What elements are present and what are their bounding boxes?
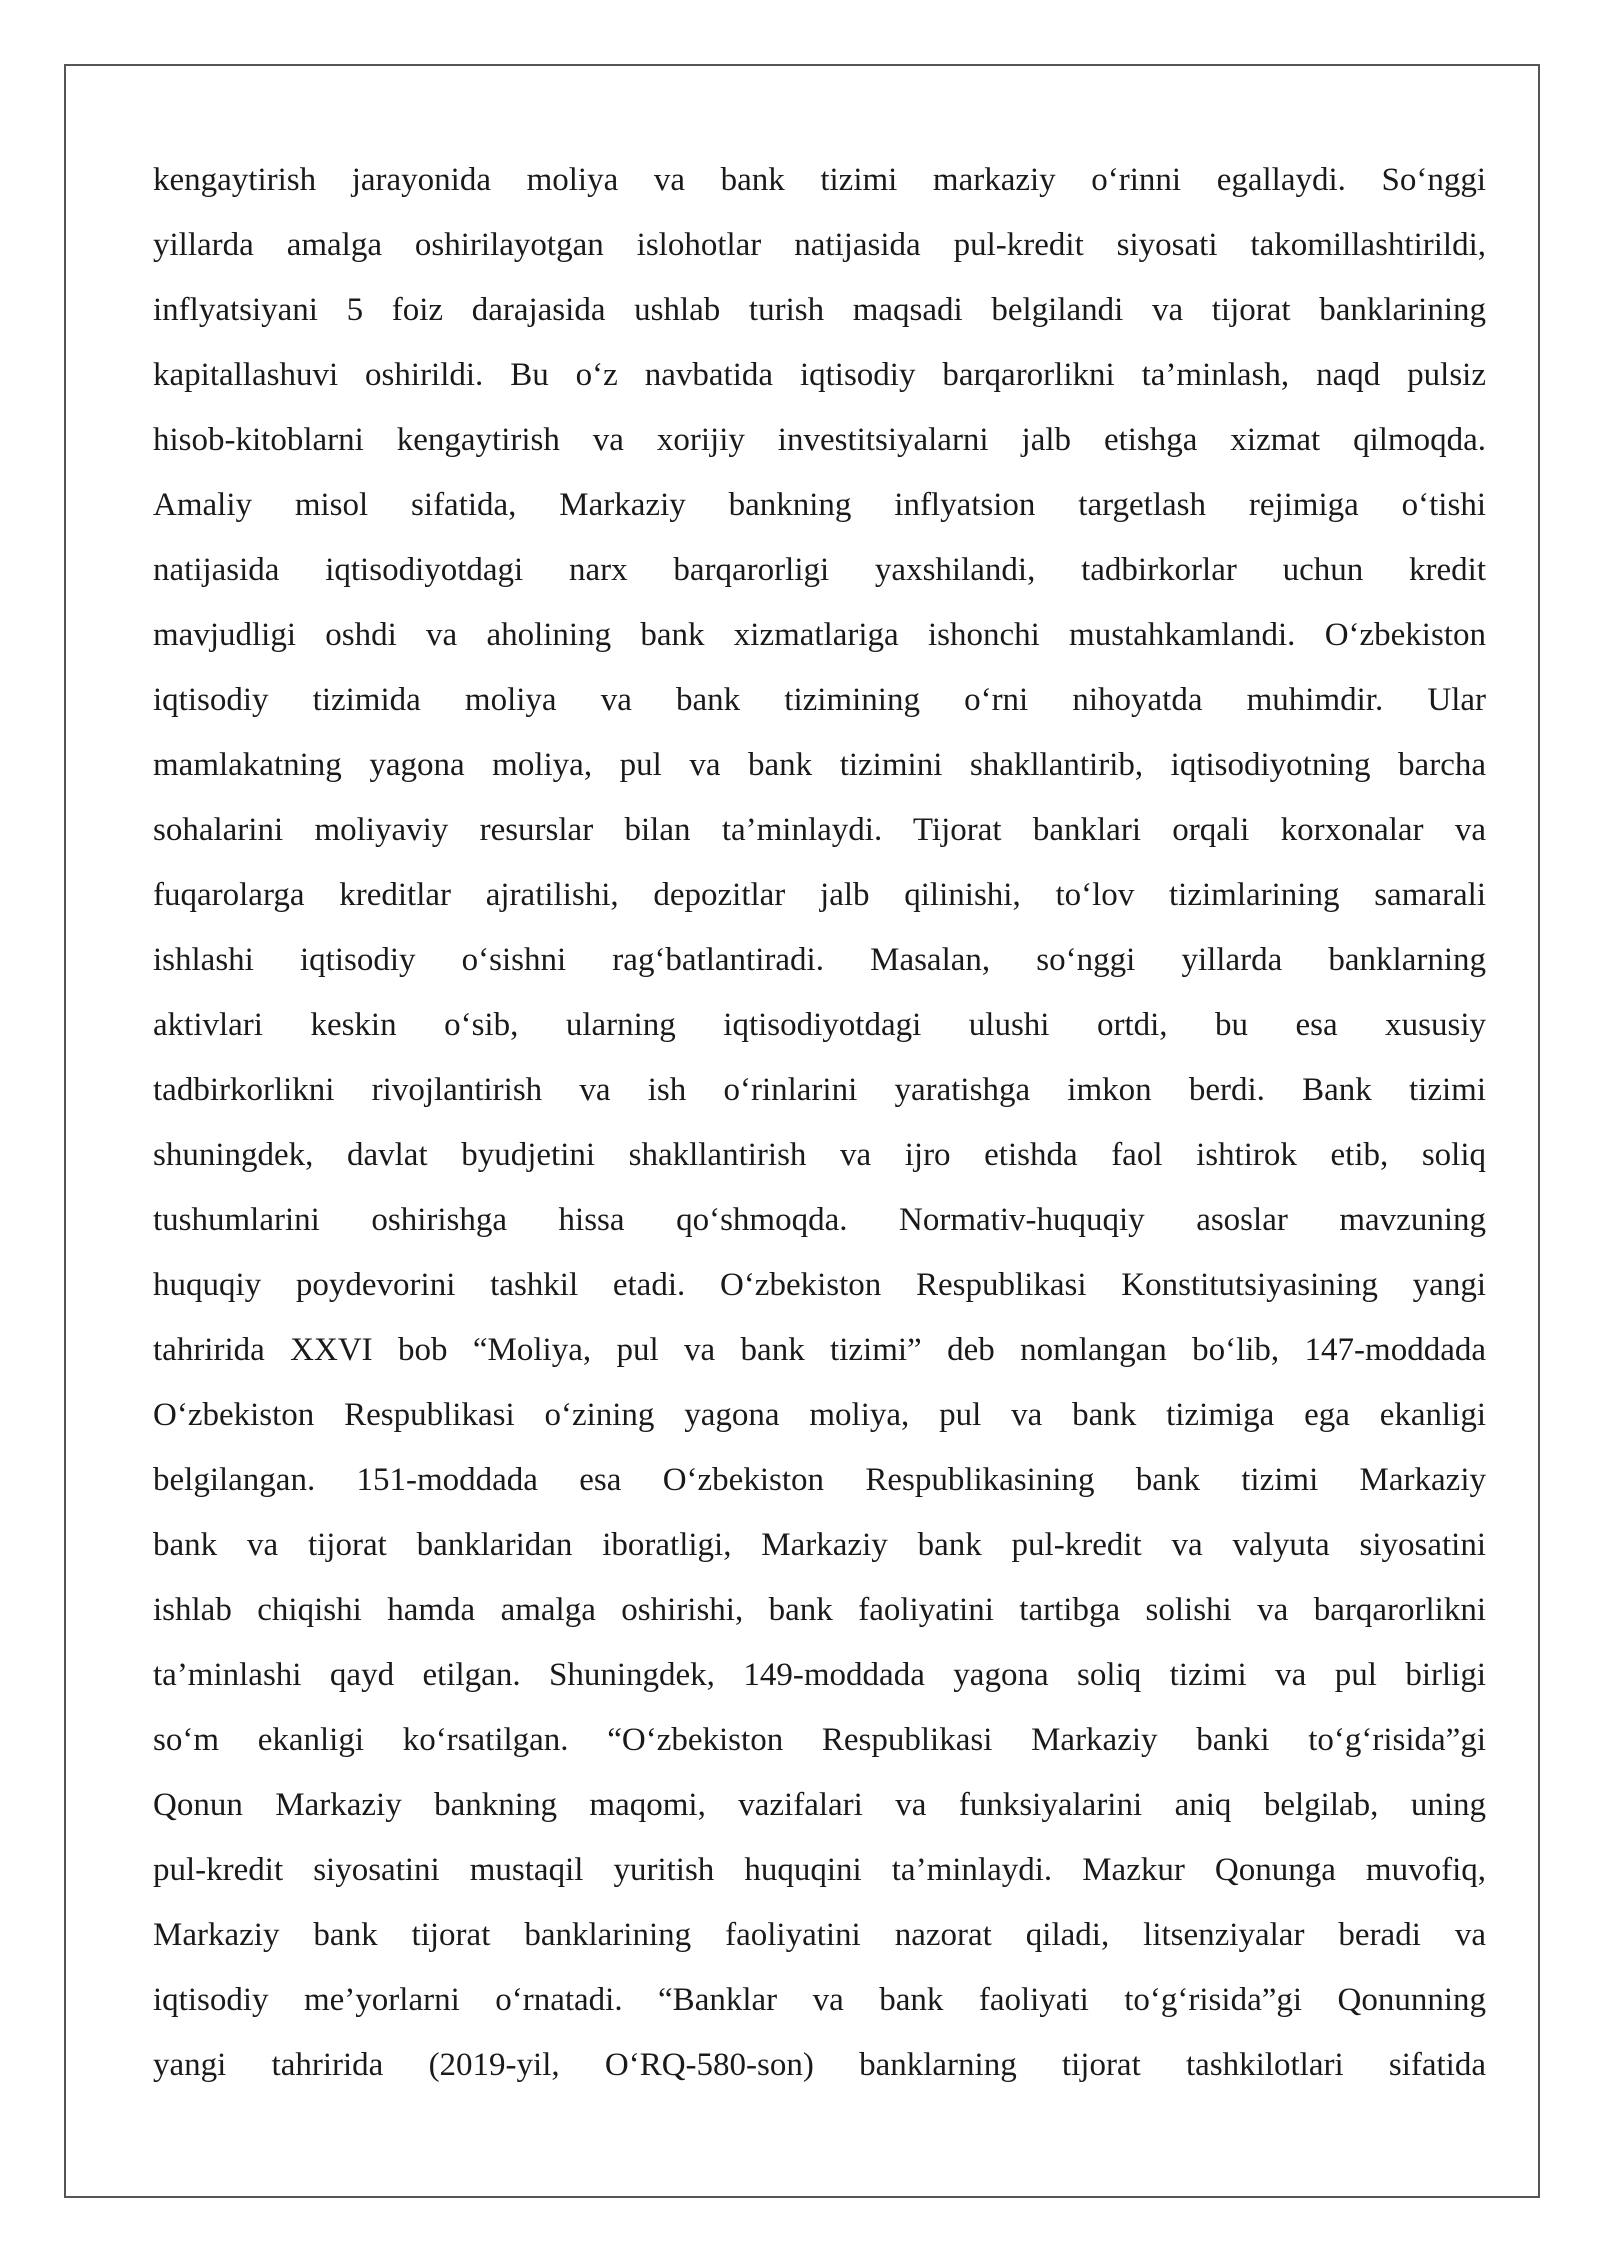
text-line: tahririda XXVI bob “Moliya, pul va bank tizimi” deb nomlangan bo‘lib, 147-moddada bbox=[153, 1332, 1486, 1368]
text-line: iqtisodiy me’yorlarni o‘rnatadi. “Banklar va bank faoliyati to‘g‘risida”gi Qonunning bbox=[153, 1982, 1486, 2018]
text-line: tadbirkorlikni rivojlantirish va ish o‘rinlarini yaratishga imkon berdi. Bank tizimi bbox=[153, 1072, 1486, 1108]
text-line: O‘zbekiston Respublikasi o‘zining yagona moliya, pul va bank tizimiga ega ekanligi bbox=[153, 1397, 1486, 1433]
text-line: iqtisodiy tizimida moliya va bank tizimining o‘rni nihoyatda muhimdir. Ular bbox=[153, 682, 1486, 718]
text-line: ishlashi iqtisodiy o‘sishni rag‘batlantiradi. Masalan, so‘nggi yillarda banklarning bbox=[153, 942, 1486, 978]
text-line: ishlab chiqishi hamda amalga oshirishi, bank faoliyatini tartibga solishi va barqarorlikni bbox=[153, 1592, 1486, 1628]
text-line: bank va tijorat banklaridan iboratligi, Markaziy bank pul-kredit va valyuta siyosatini bbox=[153, 1527, 1486, 1563]
text-line: Markaziy bank tijorat banklarining faoliyatini nazorat qiladi, litsenziyalar beradi va bbox=[153, 1917, 1486, 1953]
text-line: ta’minlashi qayd etilgan. Shuningdek, 149-moddada yagona soliq tizimi va pul birligi bbox=[153, 1657, 1486, 1693]
text-line: huquqiy poydevorini tashkil etadi. O‘zbekiston Respublikasi Konstitutsiyasining yangi bbox=[153, 1267, 1486, 1303]
text-line: mavjudligi oshdi va aholining bank xizmatlariga ishonchi mustahkamlandi. O‘zbekiston bbox=[153, 617, 1486, 653]
body-paragraph bbox=[153, 148, 1486, 2098]
text-line: belgilangan. 151-moddada esa O‘zbekiston Respublikasining bank tizimi Markaziy bbox=[153, 1462, 1486, 1498]
text-line: hisob-kitoblarni kengaytirish va xorijiy investitsiyalarni jalb etishga xizmat qilmoqda. bbox=[153, 422, 1486, 458]
text-line: so‘m ekanligi ko‘rsatilgan. “O‘zbekiston Respublikasi Markaziy banki to‘g‘risida”gi bbox=[153, 1722, 1486, 1758]
text-line: tushumlarini oshirishga hissa qo‘shmoqda. Normativ-huquqiy asoslar mavzuning bbox=[153, 1202, 1486, 1238]
text-line: shuningdek, davlat byudjetini shakllantirish va ijro etishda faol ishtirok etib, soliq bbox=[153, 1137, 1486, 1173]
text-line: kapitallashuvi oshirildi. Bu o‘z navbatida iqtisodiy barqarorlikni ta’minlash, naqd pulsiz bbox=[153, 357, 1486, 393]
text-line: sohalarini moliyaviy resurslar bilan ta’minlaydi. Tijorat banklari orqali korxonalar va bbox=[153, 812, 1486, 848]
text-line: kengaytirish jarayonida moliya va bank tizimi markaziy o‘rinni egallaydi. So‘nggi bbox=[153, 162, 1486, 198]
text-line: aktivlari keskin o‘sib, ularning iqtisodiyotdagi ulushi ortdi, bu esa xususiy bbox=[153, 1007, 1486, 1043]
text-line: Amaliy misol sifatida, Markaziy bankning inflyatsion targetlash rejimiga o‘tishi bbox=[153, 487, 1486, 523]
text-line: natijasida iqtisodiyotdagi narx barqarorligi yaxshilandi, tadbirkorlar uchun kredit bbox=[153, 552, 1486, 588]
text-line: yillarda amalga oshirilayotgan islohotlar natijasida pul-kredit siyosati takomillashtirildi, bbox=[153, 227, 1486, 263]
text-line: inflyatsiyani 5 foiz darajasida ushlab turish maqsadi belgilandi va tijorat banklarining bbox=[153, 292, 1486, 328]
text-line: pul-kredit siyosatini mustaqil yuritish huquqini ta’minlaydi. Mazkur Qonunga muvofiq, bbox=[153, 1852, 1486, 1888]
text-line: mamlakatning yagona moliya, pul va bank tizimini shakllantirib, iqtisodiyotning barcha bbox=[153, 747, 1486, 783]
text-line: yangi tahririda (2019-yil, O‘RQ-580-son) banklarning tijorat tashkilotlari sifatida bbox=[153, 2047, 1486, 2083]
text-line: fuqarolarga kreditlar ajratilishi, depozitlar jalb qilinishi, to‘lov tizimlarining samarali bbox=[153, 877, 1486, 913]
text-line: Qonun Markaziy bankning maqomi, vazifalari va funksiyalarini aniq belgilab, uning bbox=[153, 1787, 1486, 1823]
